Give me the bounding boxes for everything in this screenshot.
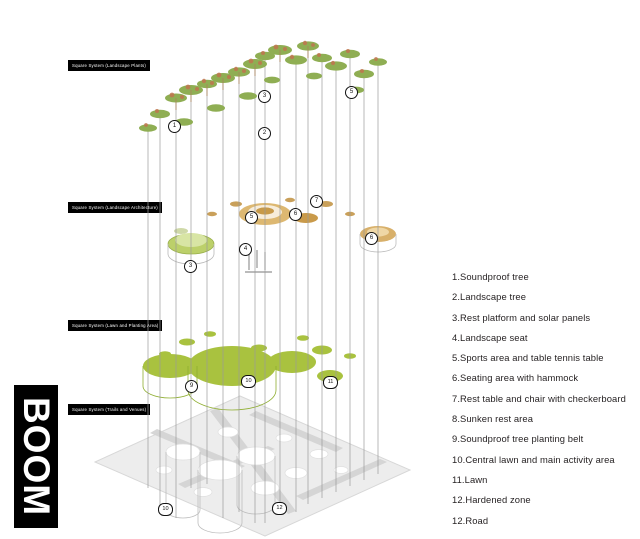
label-lawn-planting-area: Square System (Lawn and Planting Area) — [68, 320, 162, 331]
label-landscape-plants: Square System (Landscape Plants) — [68, 60, 150, 71]
callout-4: 4 — [239, 243, 252, 256]
callout-1: 1 — [168, 120, 181, 133]
legend-item: 7.Rest table and chair with checkerboard — [452, 392, 626, 404]
legend-item: 12.Hardened zone — [452, 494, 531, 506]
axonometric-scene — [60, 18, 450, 533]
callout-5b: 5 — [245, 211, 258, 224]
legend-item: 9.Soundproof tree planting belt — [452, 433, 584, 445]
tree-trunk — [176, 46, 308, 110]
callout-6: 6 — [289, 208, 302, 221]
callout-7: 7 — [310, 195, 323, 208]
callout-6b: 6 — [365, 232, 378, 245]
legend-item: 11.Lawn — [452, 473, 488, 485]
legend-item: 6.Seating area with hammock — [452, 372, 579, 384]
boom-logo — [14, 385, 58, 528]
legend-item: 12.Road — [452, 514, 489, 526]
label-trails-venues: Square System (Trails and Venues) — [68, 404, 150, 415]
legend-item: 2.Landscape tree — [452, 291, 527, 303]
legend-item: 8.Sunken rest area — [452, 413, 534, 425]
callout-10: 10 — [241, 375, 256, 388]
landscape-plants-layer — [60, 18, 450, 533]
legend-item: 5.Sports area and table tennis table — [452, 352, 604, 364]
callout-3: 3 — [258, 90, 271, 103]
callout-12: 12 — [272, 502, 287, 515]
legend-item: 3.Rest platform and solar panels — [452, 311, 591, 323]
callout-11: 11 — [323, 376, 338, 389]
legend — [452, 272, 638, 536]
legend-item: 4.Landscape seat — [452, 331, 528, 343]
callout-10b: 10 — [158, 503, 173, 516]
legend-item: 1.Soundproof tree — [452, 271, 529, 282]
callout-5: 5 — [345, 86, 358, 99]
label-landscape-architecture: Square System (Landscape Architecture) — [68, 202, 162, 213]
boom-logo-text: BOOM — [16, 396, 57, 517]
callout-3b: 3 — [184, 260, 197, 273]
callout-9: 9 — [185, 380, 198, 393]
callout-2: 2 — [258, 127, 271, 140]
legend-item: 10.Central lawn and main activity area — [452, 453, 615, 465]
